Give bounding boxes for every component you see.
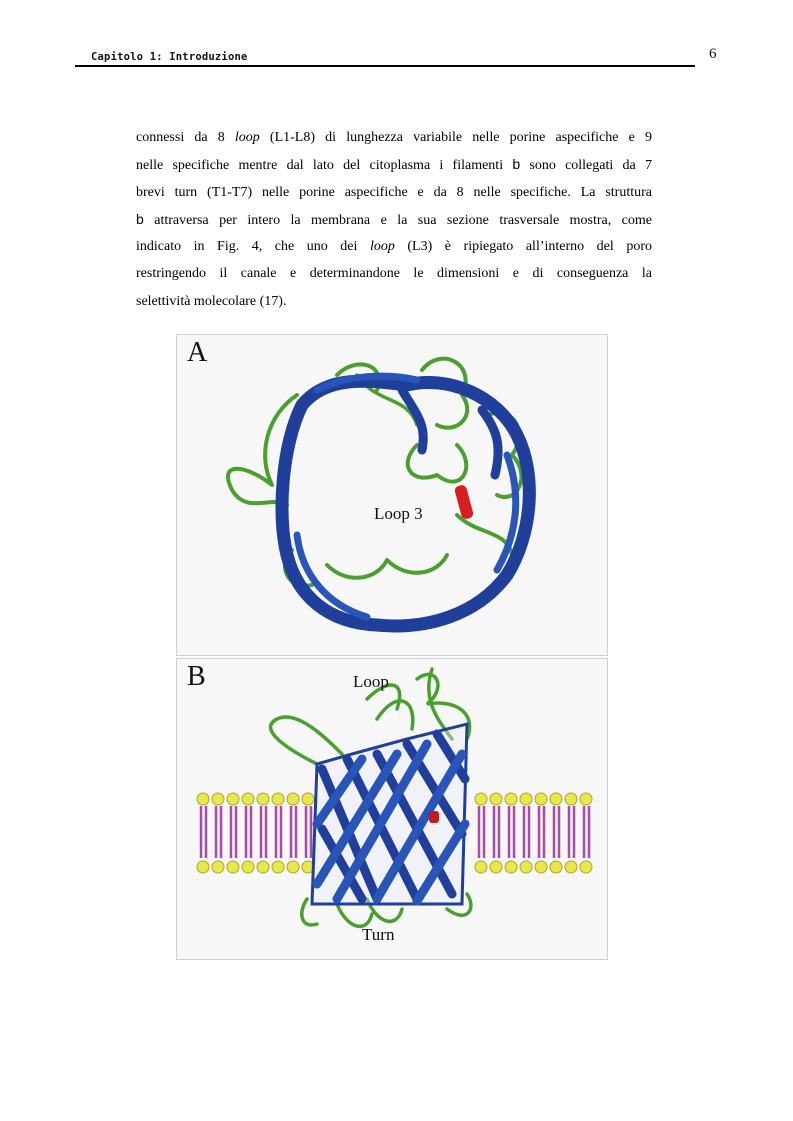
text-line: b attraversa per intero la membrana e la sua sezione trasversale mostra, come [136, 210, 652, 228]
membrane-left [197, 793, 314, 873]
chapter-title: Capitolo 1: Introduzione [91, 51, 248, 63]
text-line: indicato in Fig. 4, che uno dei loop (L3) è ripiegato all’interno del poro [136, 239, 652, 255]
text-line: restringendo il canale e determinandone le dimensioni e di conseguenza la [136, 266, 652, 282]
header-rule [75, 65, 695, 67]
page-header [75, 44, 695, 68]
panel-a-label: A [187, 337, 208, 368]
loop3-helix-side [429, 811, 439, 823]
text-line: selettività molecolare (17). [136, 293, 287, 309]
barrel-top-view-illustration [177, 335, 607, 655]
text-line: nelle specifiche mentre dal lato del citoplasma i filamenti b sono collegati da 7 [136, 156, 652, 174]
membrane-right [475, 793, 592, 873]
barrel-membrane-side-view-illustration [177, 659, 607, 959]
porin-structure-figure [174, 332, 608, 962]
text-line: brevi turn (T1-T7) nelle porine aspecifiche e da 8 nelle specifiche. La struttura [136, 184, 652, 200]
panel-b-side-view [176, 658, 608, 960]
panel-b-label: B [187, 661, 206, 692]
text-line: connessi da 8 loop (L1-L8) di lunghezza variabile nelle porine aspecifiche e 9 [136, 130, 652, 145]
body-paragraph [136, 124, 652, 315]
panel-a-top-view [176, 334, 608, 656]
page-number: 6 [709, 46, 717, 62]
loop-annotation: Loop [353, 672, 389, 691]
loop3-annotation: Loop 3 [374, 504, 423, 523]
turn-annotation: Turn [362, 925, 395, 944]
